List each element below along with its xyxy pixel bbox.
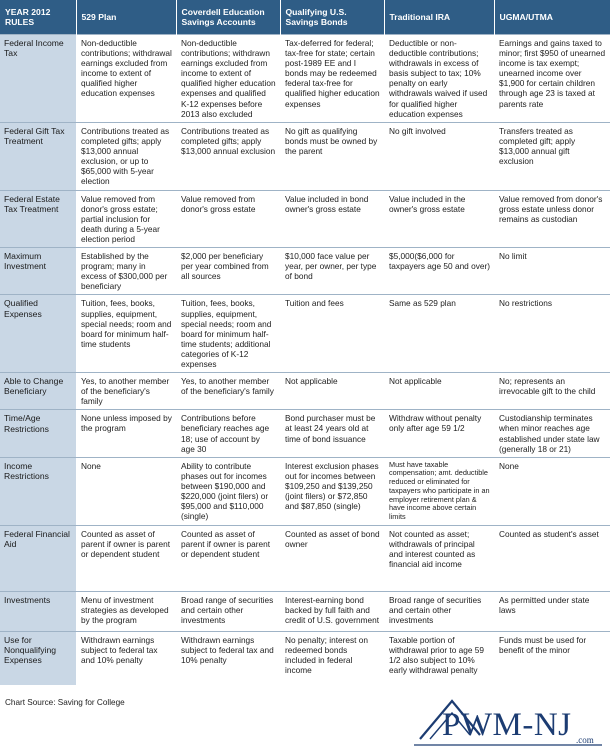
- cell-529: Tuition, fees, books, supplies, equipment, special needs; room and board for minimum half-time students: [76, 295, 176, 373]
- cell-ugma: Transfers treated as completed gift; apply $13,000 annual gift exclusion: [494, 123, 610, 191]
- table-row: [0, 591, 610, 631]
- table-header-row: [0, 0, 610, 35]
- cell-ugma: Counted as student's asset: [494, 525, 610, 591]
- cell-ira: Withdraw without penalty only after age 59 1/2: [384, 410, 494, 457]
- logo-wordmark: PWM-NJ: [442, 707, 572, 743]
- cell-bonds: Not applicable: [280, 373, 384, 410]
- cell-ugma: As permitted under state laws: [494, 591, 610, 631]
- table-row: [0, 525, 610, 591]
- cell-coverdell: Value removed from donor's gross estate: [176, 190, 280, 247]
- cell-ira: Value included in the owner's gross estate: [384, 190, 494, 247]
- cell-529: None: [76, 457, 176, 525]
- table-row: [0, 295, 610, 373]
- rule-label: Maximum Investment: [0, 248, 76, 295]
- cell-ira: $5,000($6,000 for taxpayers age 50 and over): [384, 248, 494, 295]
- cell-ira: Not applicable: [384, 373, 494, 410]
- cell-ira: No gift involved: [384, 123, 494, 191]
- cell-ugma: No; represents an irrevocable gift to the child: [494, 373, 610, 410]
- rule-label: Time/Age Restrictions: [0, 410, 76, 457]
- cell-bonds: Value included in bond owner's gross estate: [280, 190, 384, 247]
- cell-bonds: No penalty; interest on redeemed bonds included in federal income: [280, 631, 384, 685]
- cell-bonds: Interest exclusion phases out for incomes between $109,250 and $139,250 (joint filers) or $72,850 and $87,850 (single): [280, 457, 384, 525]
- cell-ugma: Custodianship terminates when minor reaches age established under state law (generally 18 or 21): [494, 410, 610, 457]
- cell-coverdell: Broad range of securities and certain other investments: [176, 591, 280, 631]
- cell-coverdell: Contributions treated as completed gifts; apply $13,000 annual exclusion: [176, 123, 280, 191]
- rule-label: Qualified Expenses: [0, 295, 76, 373]
- cell-coverdell: Counted as asset of parent if owner is parent or dependent student: [176, 525, 280, 591]
- cell-ira: Not counted as asset; withdrawals of principal and interest counted as financial aid income: [384, 525, 494, 591]
- cell-ira: Deductible or non-deductible contributions; withdrawals in excess of basis subject to tax; 10% penalty on early withdrawals waived if used for qualified higher education expenses: [384, 35, 494, 123]
- table-row: [0, 123, 610, 191]
- table-row: [0, 35, 610, 123]
- cell-529: None unless imposed by the program: [76, 410, 176, 457]
- rule-label: Federal Financial Aid: [0, 525, 76, 591]
- cell-529: Value removed from donor's gross estate; partial inclusion for death during a 5-year election period: [76, 190, 176, 247]
- cell-ira: Taxable portion of withdrawal prior to age 59 1/2 also subject to 10% early withdrawal penalty: [384, 631, 494, 685]
- cell-coverdell: Withdrawn earnings subject to federal tax and 10% penalty: [176, 631, 280, 685]
- header-year-rules: YEAR 2012 RULES: [0, 0, 76, 35]
- header-savings-bonds: Qualifying U.S. Savings Bonds: [280, 0, 384, 35]
- cell-ira: Broad range of securities and certain other investments: [384, 591, 494, 631]
- table-row: [0, 457, 610, 525]
- table-row: [0, 410, 610, 457]
- cell-529: Non-deductible contributions; withdrawal earnings excluded from income to extent of qualified higher education expenses: [76, 35, 176, 123]
- cell-529: Established by the program; many in excess of $300,000 per beneficiary: [76, 248, 176, 295]
- cell-coverdell: $2,000 per beneficiary per year combined from all sources: [176, 248, 280, 295]
- cell-coverdell: Yes, to another member of the beneficiary's family: [176, 373, 280, 410]
- cell-ugma: No limit: [494, 248, 610, 295]
- cell-529: Withdrawn earnings subject to federal tax and 10% penalty: [76, 631, 176, 685]
- cell-bonds: Interest-earning bond backed by full faith and credit of U.S. government: [280, 591, 384, 631]
- header-ugma-utma: UGMA/UTMA: [494, 0, 610, 35]
- cell-ugma: None: [494, 457, 610, 525]
- cell-529: Menu of investment strategies as developed by the program: [76, 591, 176, 631]
- cell-ugma: Value removed from donor's gross estate unless donor remains as custodian: [494, 190, 610, 247]
- cell-bonds: $10,000 face value per year, per owner, per type of bond: [280, 248, 384, 295]
- cell-bonds: Tax-deferred for federal; tax-free for state; certain post-1989 EE and I bonds may be redeemed federal tax-free for qualified higher education expenses: [280, 35, 384, 123]
- rule-label: Able to Change Beneficiary: [0, 373, 76, 410]
- header-coverdell: Coverdell Education Savings Accounts: [176, 0, 280, 35]
- cell-bonds: Bond purchaser must be at least 24 years old at time of bond issuance: [280, 410, 384, 457]
- cell-coverdell: Ability to contribute phases out for incomes between $190,000 and $220,000 (joint filers) or $95,000 and $110,000 (single): [176, 457, 280, 525]
- cell-ugma: No restrictions: [494, 295, 610, 373]
- cell-ugma: Earnings and gains taxed to minor; first $950 of unearned income is tax exempt; unearned income over $1,900 for certain children through age 23 is taxed at parents rate: [494, 35, 610, 123]
- table-row: [0, 631, 610, 685]
- rule-label: Income Restrictions: [0, 457, 76, 525]
- cell-coverdell: Contributions before beneficiary reaches age 18; use of account by age 30: [176, 410, 280, 457]
- chart-source: Chart Source: Saving for College: [5, 698, 125, 707]
- logo-suffix: .com: [576, 735, 594, 745]
- cell-529: Yes, to another member of the beneficiary's family: [76, 373, 176, 410]
- cell-529: Contributions treated as completed gifts; apply $13,000 annual exclusion, or up to $65,000 with 5-year election: [76, 123, 176, 191]
- cell-bonds: Tuition and fees: [280, 295, 384, 373]
- cell-bonds: No gift as qualifying bonds must be owned by the parent: [280, 123, 384, 191]
- cell-bonds: Counted as asset of bond owner: [280, 525, 384, 591]
- cell-529: Counted as asset of parent if owner is parent or dependent student: [76, 525, 176, 591]
- cell-ugma: Funds must be used for benefit of the minor: [494, 631, 610, 685]
- table-row: [0, 373, 610, 410]
- header-529-plan: 529 Plan: [76, 0, 176, 35]
- cell-coverdell: Tuition, fees, books, supplies, equipment, special needs; room and board for minimum half-time students; additional categories of K-12 expenses: [176, 295, 280, 373]
- table-row: [0, 190, 610, 247]
- rule-label: Federal Estate Tax Treatment: [0, 190, 76, 247]
- rule-label: Federal Income Tax: [0, 35, 76, 123]
- rule-label: Investments: [0, 591, 76, 631]
- cell-ira: Same as 529 plan: [384, 295, 494, 373]
- rule-label: Use for Nonqualifying Expenses: [0, 631, 76, 685]
- header-traditional-ira: Traditional IRA: [384, 0, 494, 35]
- table-row: [0, 248, 610, 295]
- cell-ira: Must have taxable compensation; amt. deductible reduced or eliminated for taxpayers who participate in an employer retirement plan & have income above certain limits: [384, 457, 494, 525]
- rule-label: Federal Gift Tax Treatment: [0, 123, 76, 191]
- cell-coverdell: Non-deductible contributions; withdrawn earnings excluded from income to extent of qualified higher education expenses and qualified K-12 expenses before 2013 also excluded: [176, 35, 280, 123]
- pwm-nj-logo: [406, 695, 606, 751]
